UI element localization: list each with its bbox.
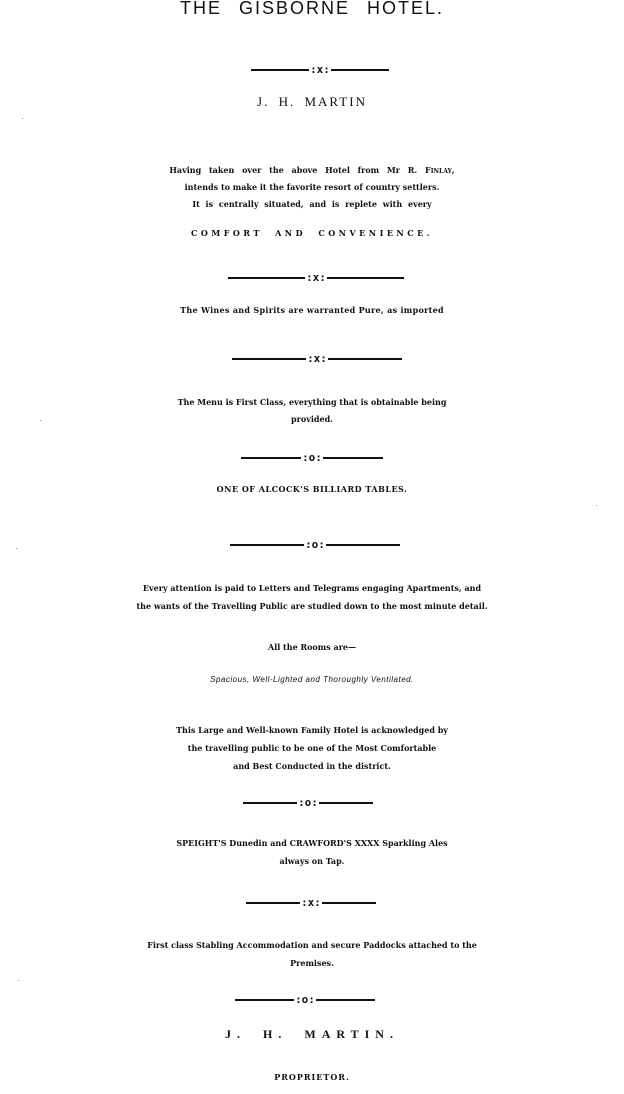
intro-line-1: Having taken over the above Hotel from Mr R. Finlay, xyxy=(169,165,455,175)
divider-rule xyxy=(250,63,390,77)
divider-rule xyxy=(232,352,402,366)
family-line-2: the travelling public to be one of the Most Comfortable xyxy=(187,743,437,753)
divider-rule xyxy=(234,993,376,1007)
paper-speck xyxy=(596,505,597,506)
ales-line-1: SPEIGHT'S Dunedin and CRAWFORD'S XXXX Sparkling Ales xyxy=(176,838,448,848)
divider-mark: :o: xyxy=(298,796,318,809)
stabling-line-2: Premises. xyxy=(290,958,334,968)
divider-mark: :x: xyxy=(301,896,321,909)
hotel-title: THE GISBORNE HOTEL. xyxy=(179,0,445,18)
rooms-tagline: Spacious, Well-Lighted and Thoroughly Ventilated. xyxy=(210,675,414,684)
intro-line-3: It is centrally situated, and is replete with every xyxy=(192,199,432,209)
paper-speck xyxy=(40,420,41,421)
signature-role: PROPRIETOR. xyxy=(274,1072,350,1082)
rooms-intro: All the Rooms are— xyxy=(267,642,357,652)
divider-mark: :x: xyxy=(310,63,330,76)
wines-statement: The Wines and Spirits are warranted Pure, as imported xyxy=(180,305,444,315)
ales-line-2: always on Tap. xyxy=(279,856,345,866)
paper-speck xyxy=(18,980,19,981)
paper-speck xyxy=(16,548,17,549)
family-line-1: This Large and Well-known Family Hotel is acknowledged by xyxy=(176,725,448,735)
divider-rule xyxy=(245,896,377,910)
menu-line-2: provided. xyxy=(291,414,333,424)
divider-rule xyxy=(240,451,384,465)
attention-line-2: the wants of the Travelling Public are studied down to the most minute detail. xyxy=(136,601,488,611)
intro-line-2: intends to make it the favorite resort of country settlers. xyxy=(184,182,440,192)
divider-rule xyxy=(242,796,374,810)
comfort-heading: COMFORT AND CONVENIENCE. xyxy=(191,228,433,238)
divider-mark: :o: xyxy=(302,451,322,464)
divider-mark: :o: xyxy=(305,538,325,551)
family-line-3: and Best Conducted in the district. xyxy=(233,761,391,771)
stabling-line-1: First class Stabling Accommodation and secure Paddocks attached to the xyxy=(147,940,477,950)
signature-name: J. H. MARTIN. xyxy=(225,1027,399,1041)
billiard-heading: ONE OF ALCOCK'S BILLIARD TABLES. xyxy=(216,484,408,494)
menu-line-1: The Menu is First Class, everything that is obtainable being xyxy=(177,397,447,407)
divider-mark: :x: xyxy=(307,352,327,365)
divider-mark: :x: xyxy=(306,271,326,284)
divider-rule xyxy=(228,271,404,285)
previous-owner-name: Finlay, xyxy=(425,165,455,175)
divider-rule xyxy=(230,538,400,552)
paper-speck xyxy=(22,118,23,119)
divider-mark: :o: xyxy=(295,993,315,1006)
attention-line-1: Every attention is paid to Letters and Telegrams engaging Apartments, and xyxy=(142,583,482,593)
proprietor-name: J. H. MARTIN xyxy=(257,94,367,109)
